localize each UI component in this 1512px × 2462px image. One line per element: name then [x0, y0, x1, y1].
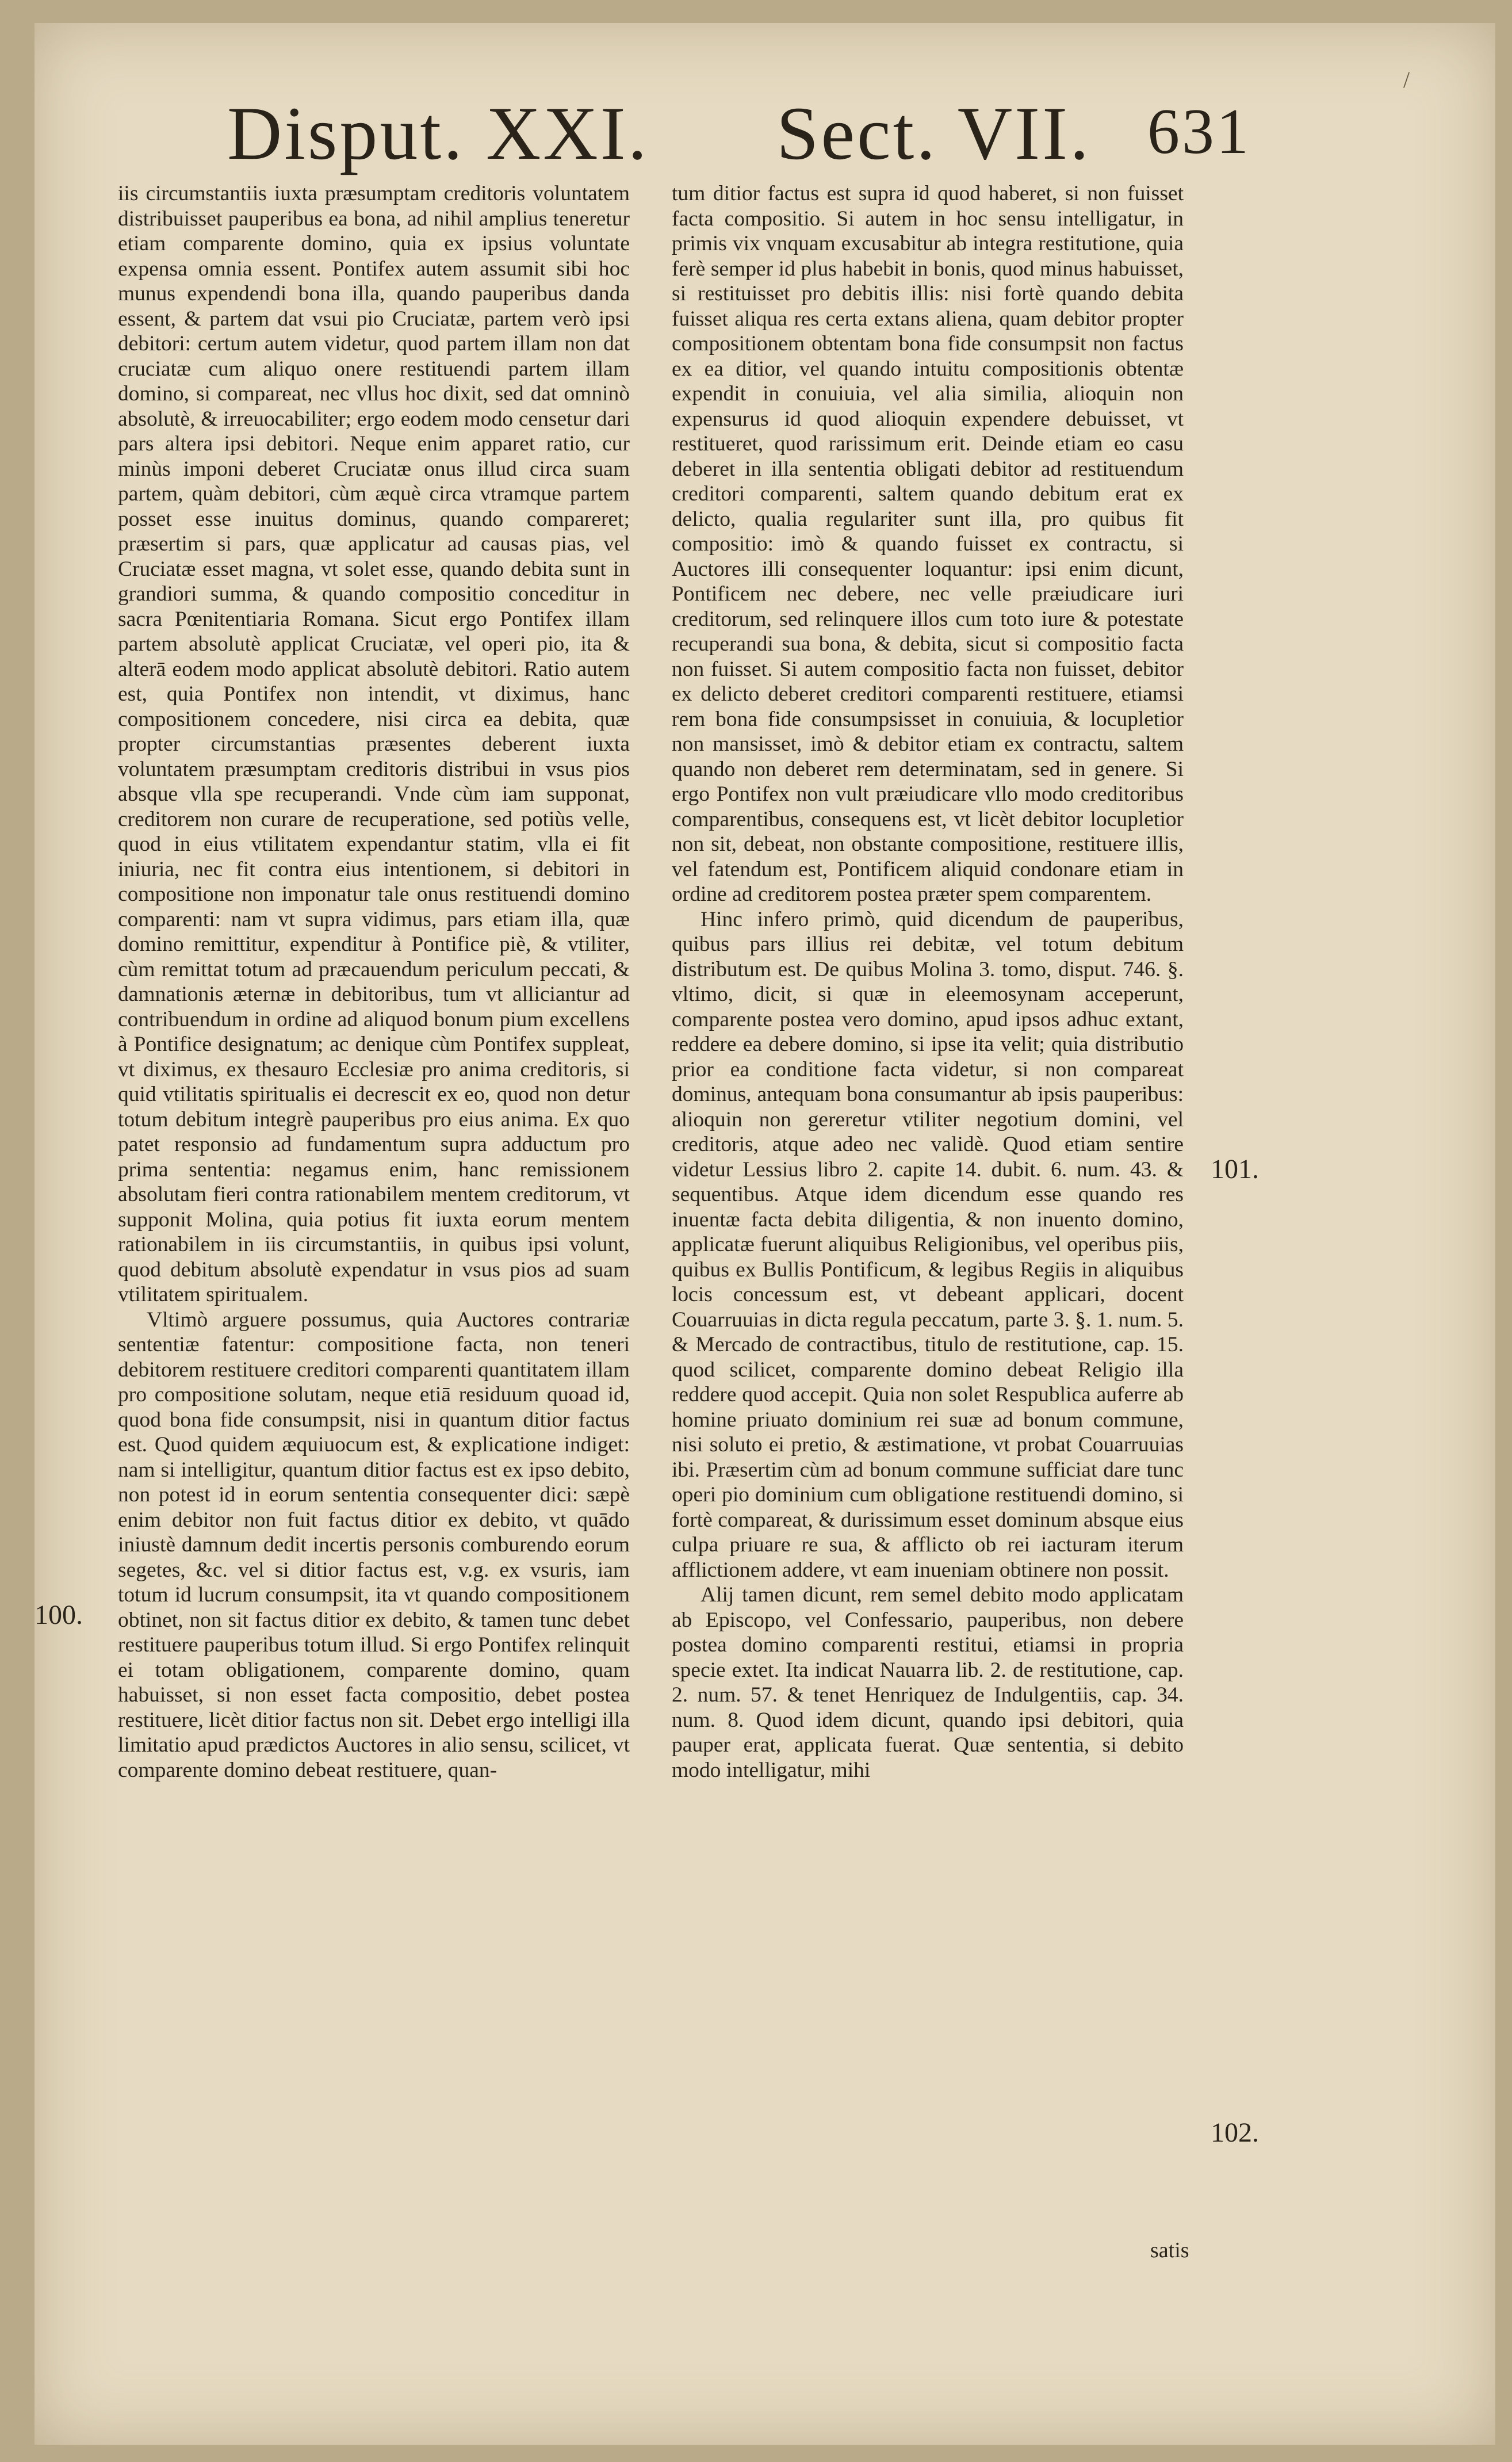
paragraph: tum ditior factus est supra id quod haberet, si non fuisset facta compositio. Si autem in hoc sensu intelligatur, in primis vix vnquam excusabitur ab integra restitutione, quia ferè semper id plus habebit in bonis, quod minus habuisset, si restituisset pro debitis illis: nisi fortè quando debita fuisset aliqua res certa extans aliena, quam debitor propter compositionem obtentam bona fide consumpsit non factus ex ea ditior, vel quando intuitu compositionis obtentæ expendit in conuiuia, vel alia similia, alioquin non expensurus id quod alioquin expendere debuisset, vt restitueret, quod rarissimum erit. Deinde etiam eo casu deberet in illa sententia obligati debitor ad restituendum creditori comparenti, saltem quando debitum erat ex delicto, qualia regulariter sunt illa, pro quibus fit compositio: imò & quando fuisset ex contractu, si Auctores illi consequenter loquantur: ipsi enim dicunt, Pontificem nec debere, nec velle præiudicare iuri creditorum, sed relinquere illos cum toto iure & potestate recuperandi sua bona, & debita, sicut si compositio facta non fuisset. Si autem compositio facta non fuisset, debitor ex delicto deberet creditori comparenti restituere, etiamsi rem bona fide consumpsisset in conuiuia, & locupletior non mansisset, imò & debitor etiam ex contractu, saltem quando non deberet rem determinatam, sed in genere. Si ergo Pontifex non vult præiudicare vllo modo creditoribus comparentibus, consequens est, vt licèt debitor locupletior non sit, debeat, non obstante compositione, restituere illis, vel fatendum est, Pontificem aliquid condonare etiam in ordine ad creditorem postea præter spem comparentem.: [672, 182, 1184, 906]
header-disputatio: Disput. XXI.: [227, 91, 649, 175]
right-column: [672, 181, 1184, 2218]
margin-number-102: 102.: [1211, 2117, 1259, 2148]
page-mark: /: [1403, 67, 1410, 93]
margin-number-100: 100.: [35, 1600, 83, 1630]
left-column: [118, 181, 630, 2218]
paragraph: Vltimò arguere possumus, quia Auctores contrariæ sententiæ fatentur: compositione facta, non teneri debitorem restituere creditori comparenti quantitatem illam pro compositione solutam, neque etiā residuum quoad id, quod bona fide consumpsit, nisi in quantum ditior factus est. Quod quidem æquiuocum est, & explicatione indiget: nam si intelligitur, quantum ditior factus est ex ipso debito, non potest id in eorum sententia consequenter dici: sæpè enim debitor non fuit factus ditior ex debito, vt quādo iniustè damnum dedit incertis personis comburendo eorum segetes, &c. vel si ditior factus est, v.g. ex vsuris, iam totum id lucrum consumpsit, ita vt quando compositionem obtinet, non sit factus ditior ex debito, & tamen tunc debet restituere pauperibus totum illud. Si ergo Pontifex relinquit ei totam obligationem, comparente domino, quam habuisset, si non esset facta compositio, debet postea restituere, licèt ditior factus non sit. Debet ergo intelligi illa limitatio apud prædictos Auctores in alio sensu, scilicet, vt comparente domino debeat restituere, quan-: [118, 1308, 630, 1782]
running-header: [35, 89, 1495, 181]
book-page: [35, 23, 1495, 2445]
page-number: 631: [1147, 96, 1251, 167]
paragraph: Hinc infero primò, quid dicendum de pauperibus, quibus pars illius rei debitæ, vel totum debitum distributum est. De quibus Molina 3. tomo, disput. 746. §. vltimo, dicit, si quæ in eleemosynam acceperunt, comparente postea vero domino, apud ipsos adhuc extant, reddere ea debere domino, si ipse ita velit; quia distributio prior ea conditione facta videtur, si non compareat dominus, antequam bona consumantur ab ipsis pauperibus: alioquin non gereretur vtiliter negotium domini, vel creditoris, atque adeo nec validè. Quod etiam sentire videtur Lessius libro 2. capite 14. dubit. 6. num. 43. & sequentibus. Atque idem dicendum esse quando res inuentæ facta debita diligentia, & non inuento domino, applicatæ fuerunt aliquibus Religionibus, vel operibus piis, quibus ex Bullis Pontificum, & legibus Regiis in aliquibus locis concessum est, vt debeant applicari, docent Couarruuias in dicta regula peccatum, parte 3. §. 1. num. 5. & Mercado de contractibus, titulo de restitutione, cap. 15. quod scilicet, comparente domino debeat Religio illa reddere quod accepit. Quia non solet Respublica auferre ab homine priuato dominium rei suæ ad bonum commune, nisi soluto ei pretio, & æstimatione, vt probat Couarruuias ibi. Præsertim cùm ad bonum commune sufficiat dare tunc operi pio dominium cum obligatione restituendi domino, si fortè compareat, & durissimum esset dominum absque eius culpa priuare re sua, & afflicto ob rei iacturam iterum afflictionem addere, vt eam inueniam obtinere non possit.: [672, 907, 1184, 1582]
paragraph: Alij tamen dicunt, rem semel debito modo applicatam ab Episcopo, vel Confessario, pauperibus, non debere postea domino comparenti restitui, etiamsi in propria specie extet. Ita indicat Nauarra lib. 2. de restitutione, cap. 2. num. 57. & tenet Henriquez de Indulgentiis, cap. 34. num. 8. Quod idem dicunt, quando ipsi debitori, quia pauper erat, applicata fuerat. Quæ sententia, si debito modo intelligatur, mihi: [672, 1583, 1184, 1782]
paragraph: iis circumstantiis iuxta præsumptam creditoris voluntatem distribuisset pauperibus ea bona, ad nihil amplius teneretur etiam comparente domino, quia ex ipsius voluntate expensa omnia essent. Pontifex autem assumit sibi hoc munus expendendi bona illa, quando pauperibus danda essent, & partem dat vsui pio Cruciatæ, partem verò ipsi debitori: certum autem videtur, quod partem illam non dat cruciatæ cum aliquo onere restituendi partem illam domino, si compareat, nec vllus hoc dixit, sed dat omninò absolutè, & irreuocabiliter; ergo eodem modo censetur dari pars altera ipsi debitori. Neque enim apparet ratio, cur minùs imponi deberet Cruciatæ onus illud circa suam partem, quàm debitori, cùm æquè circa vtramque partem posset esse inuitus dominus, quando compareret; præsertim si pars, quæ applicatur ad causas pias, vel Cruciatæ esset magna, vt solet esse, quando debita sunt in grandiori summa, & quando compositio conceditur in sacra Pœnitentiaria Romana. Sicut ergo Pontifex illam partem absolutè applicat Cruciatæ, vel operi pio, ita & alterā eodem modo applicat absolutè debitori. Ratio autem est, quia Pontifex non intendit, vt diximus, hanc compositionem concedere, nisi circa ea debita, quæ propter circumstantias præsentes deberent iuxta voluntatem præsumptam creditoris distribui in vsus pios absque vlla spe recuperandi. Vnde cùm iam supponat, creditorem non curare de recuperatione, sed potiùs velle, quod in eius vtilitatem expendantur statim, vlla ei fit iniuria, nec fit contra eius intentionem, si debitori in compositione non imponatur tale onus restituendi domino comparenti: nam vt supra vidimus, pars etiam illa, quæ domino remittitur, expenditur à Pontifice piè, & vtiliter, cùm remittat totum ad præcauendum periculum peccati, & damnationis æternæ in debitoribus, tum vt alliciantur ad contribuendum in ordine ad aliquod bonum pium excellens à Pontifice designatum; ac denique cùm Pontifex suppleat, vt diximus, ex thesauro Ecclesiæ pro anima creditoris, si quid vtilitatis spiritualis ei decrescit ex eo, quod non detur totum debitum integrè pauperibus pro eius anima. Ex quo patet responsio ad fundamentum supra adductum pro prima sententia: negamus enim, hanc remissionem absolutam fieri contra rationabilem mentem creditorum, vt supponit Molina, quia potius fit iuxta eorum mentem rationabilem in iis circumstantiis, in quibus ipsi volunt, quod debitum absolutè expendatur in vsus pios ad suam vtilitatem spiritualem.: [118, 182, 630, 1306]
catchword: satis: [1150, 2238, 1189, 2262]
header-sectio: Sect. VII.: [776, 91, 1092, 175]
margin-number-101: 101.: [1211, 1154, 1259, 1184]
